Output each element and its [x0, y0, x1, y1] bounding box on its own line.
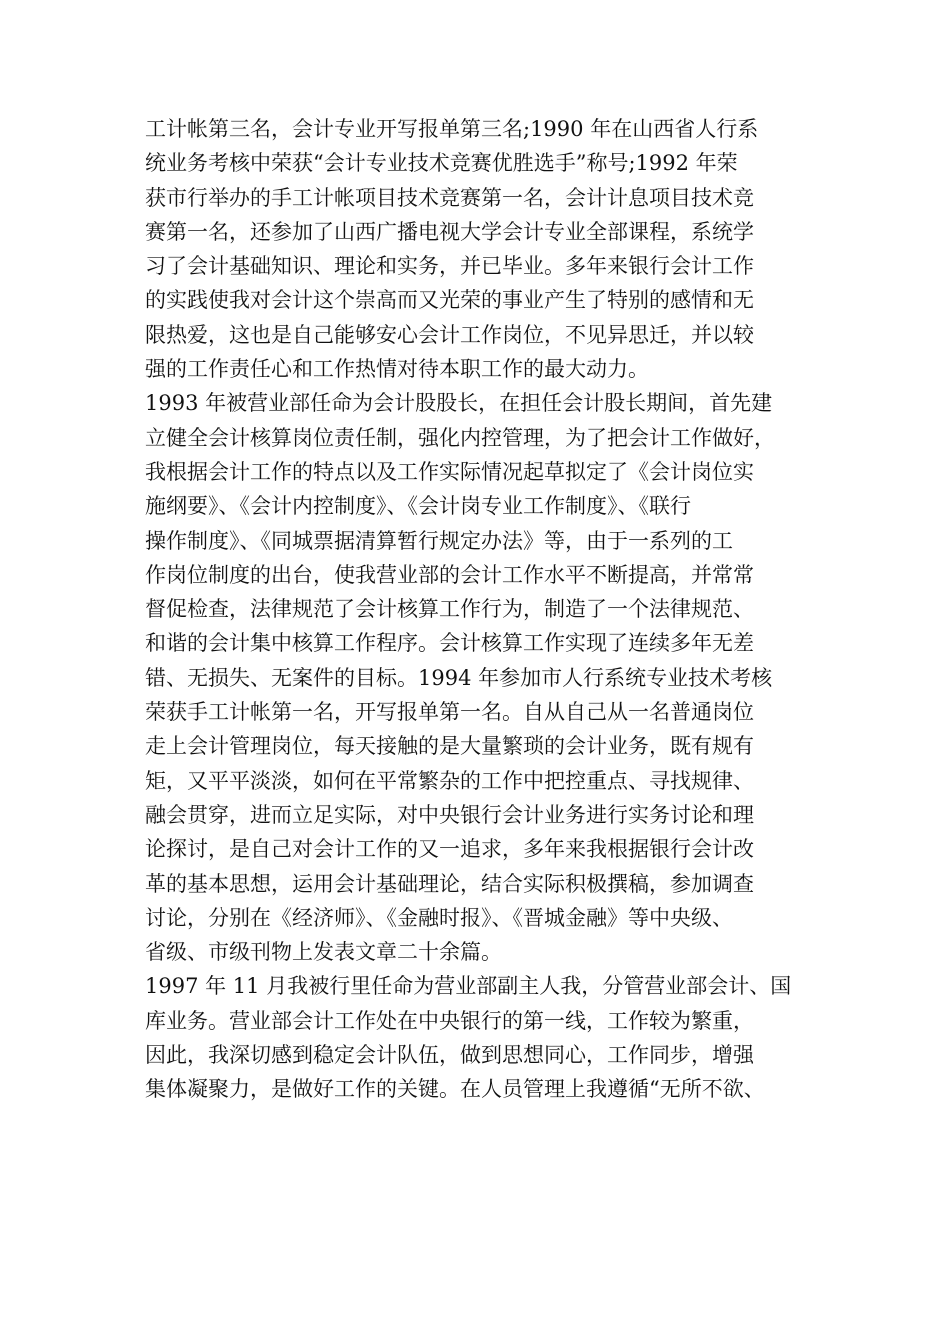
text-line: 我根据会计工作的特点以及工作实际情况起草拟定了《会计岗位实: [145, 459, 754, 484]
document-body: [145, 112, 825, 1107]
text-line: 和谐的会计集中核算工作程序。会计核算工作实现了连续多年无差: [145, 631, 754, 656]
text-line: 论探讨，是自己对会计工作的又一追求，多年来我根据银行会计改: [145, 837, 754, 862]
text-line: 1997 年 11 月我被行里任命为营业部副主人我，分管营业部会计、国: [145, 974, 792, 999]
text-line: 督促检查，法律规范了会计核算工作行为，制造了一个法律规范、: [145, 597, 754, 622]
text-line: 获市行举办的手工计帐项目技术竞赛第一名，会计计息项目技术竞: [145, 185, 754, 210]
text-line: 融会贯穿，进而立足实际，对中央银行会计业务进行实务讨论和理: [145, 802, 754, 827]
text-line: 操作制度》、《同城票据清算暂行规定办法》等，由于一系列的工: [145, 528, 733, 553]
text-line: 讨论，分别在《经济师》、《金融时报》、《晋城金融》等中央级、: [145, 905, 733, 930]
text-line: 荣获手工计帐第一名，开写报单第一名。自从自己从一名普通岗位: [145, 700, 754, 725]
text-line: 矩，又平平淡淡，如何在平常繁杂的工作中把控重点、寻找规律、: [145, 768, 754, 793]
text-line: 作岗位制度的出台，使我营业部的会计工作水平不断提高，并常常: [145, 562, 754, 587]
text-line: 的实践使我对会计这个崇高而又光荣的事业产生了特别的感情和无: [145, 288, 754, 313]
text-line: 赛第一名，还参加了山西广播电视大学会计专业全部课程，系统学: [145, 219, 754, 244]
text-line: 强的工作责任心和工作热情对待本职工作的最大动力。: [145, 357, 649, 382]
text-line: 因此，我深切感到稳定会计队伍，做到思想同心，工作同步，增强: [145, 1043, 754, 1068]
text-line: 施纲要》、《会计内控制度》、《会计岗专业工作制度》、《联行: [145, 494, 691, 519]
text-line: 限热爱，这也是自己能够安心会计工作岗位，不见异思迁，并以较: [145, 322, 754, 347]
text-line: 立健全会计核算岗位责任制，强化内控管理，为了把会计工作做好，: [145, 425, 775, 450]
text-line: 工计帐第三名，会计专业开写报单第三名;1990 年在山西省人行系: [145, 117, 759, 141]
text-line: 统业务考核中荣获“会计专业技术竞赛优胜选手”称号;1992 年荣: [145, 151, 738, 176]
text-line: 库业务。营业部会计工作处在中央银行的第一线，工作较为繁重，: [145, 1008, 754, 1033]
text-line: 省级、市级刊物上发表文章二十余篇。: [145, 940, 502, 965]
text-line: 1993 年被营业部任命为会计股股长，在担任会计股长期间，首先建: [145, 391, 773, 416]
text-line: 习了会计基础知识、理论和实务，并已毕业。多年来银行会计工作: [145, 254, 754, 279]
text-line: 错、无损失、无案件的目标。1994 年参加市人行系统专业技术考核: [145, 665, 773, 690]
text-line: 革的基本思想，运用会计基础理论，结合实际积极撰稿，参加调查: [145, 871, 754, 896]
text-line: 走上会计管理岗位，每天接触的是大量繁琐的会计业务，既有规有: [145, 734, 754, 759]
text-line: 集体凝聚力，是做好工作的关键。在人员管理上我遵循“无所不欲、: [145, 1077, 765, 1102]
